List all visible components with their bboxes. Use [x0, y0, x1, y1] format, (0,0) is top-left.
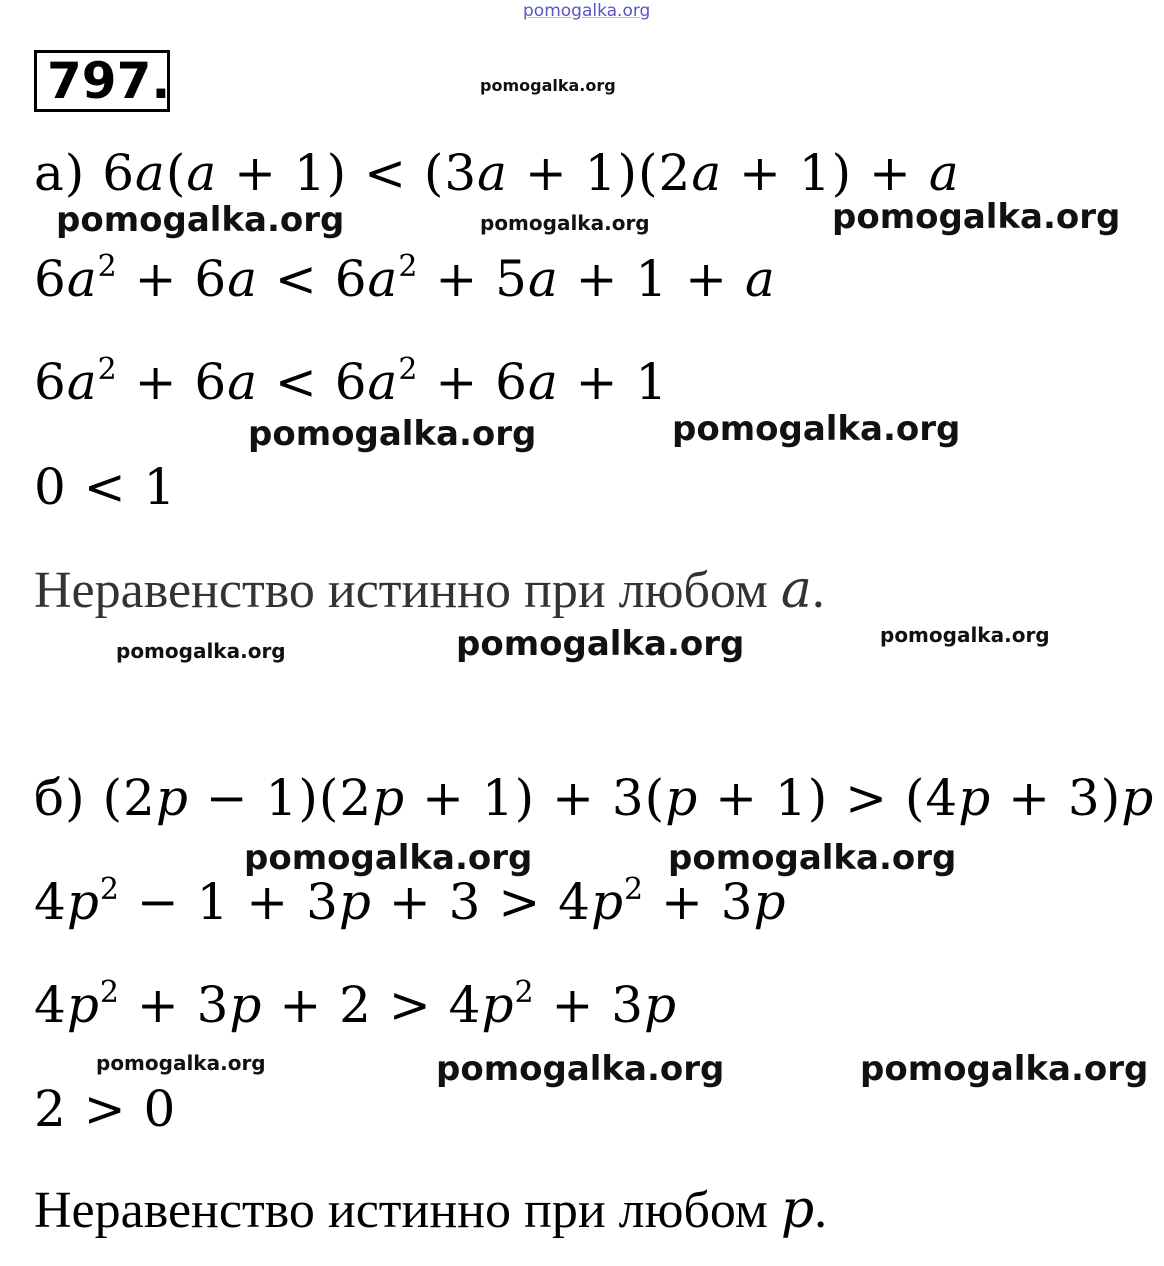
- watermark: pomogalka.org: [248, 414, 537, 454]
- watermark: pomogalka.org: [96, 1051, 266, 1075]
- watermark: pomogalka.org: [56, 200, 345, 240]
- problem-number: 797.: [47, 52, 171, 110]
- watermark: pomogalka.org: [116, 639, 286, 663]
- watermark: pomogalka.org: [244, 838, 533, 878]
- part-b-line-3: $4p^2 + 3p + 2 > 4p^2 + 3p$: [34, 975, 678, 1034]
- watermark: pomogalka.org: [880, 623, 1050, 647]
- watermark: pomogalka.org: [436, 1049, 725, 1089]
- part-a-line-4: 0 < 1: [34, 458, 177, 516]
- part-b-line-2: $4p^2 - 1 + 3p + 3 > 4p^2 + 3p$: [34, 872, 787, 931]
- watermark: pomogalka.org: [672, 409, 961, 449]
- watermark-top: pomogalka.org: [523, 1, 651, 21]
- part-b-line-1: б) (2p − 1)(2p + 1) + 3(p + 1) > (4p + 3)p: [34, 769, 1155, 827]
- part-a-line-1: а) 6a(a + 1) < (3a + 1)(2a + 1) + a: [34, 144, 960, 202]
- part-b-line-4: 2 > 0: [34, 1080, 177, 1138]
- problem-number-box: [34, 50, 170, 112]
- watermark: pomogalka.org: [668, 838, 957, 878]
- watermark: pomogalka.org: [456, 624, 745, 664]
- part-b-conclusion: Неравенство истинно при любом p.: [34, 1180, 828, 1240]
- watermark: pomogalka.org: [480, 76, 616, 95]
- watermark: pomogalka.org: [480, 211, 650, 235]
- watermark: pomogalka.org: [860, 1049, 1149, 1089]
- part-a-line-3: $6a^2 + 6a < 6a^2 + 6a + 1$: [34, 352, 669, 411]
- part-a-conclusion: Неравенство истинно при любом a.: [34, 560, 825, 620]
- watermark: pomogalka.org: [832, 197, 1121, 237]
- part-a-line-2: $6a^2 + 6a < 6a^2 + 5a + 1 + a$: [34, 249, 776, 308]
